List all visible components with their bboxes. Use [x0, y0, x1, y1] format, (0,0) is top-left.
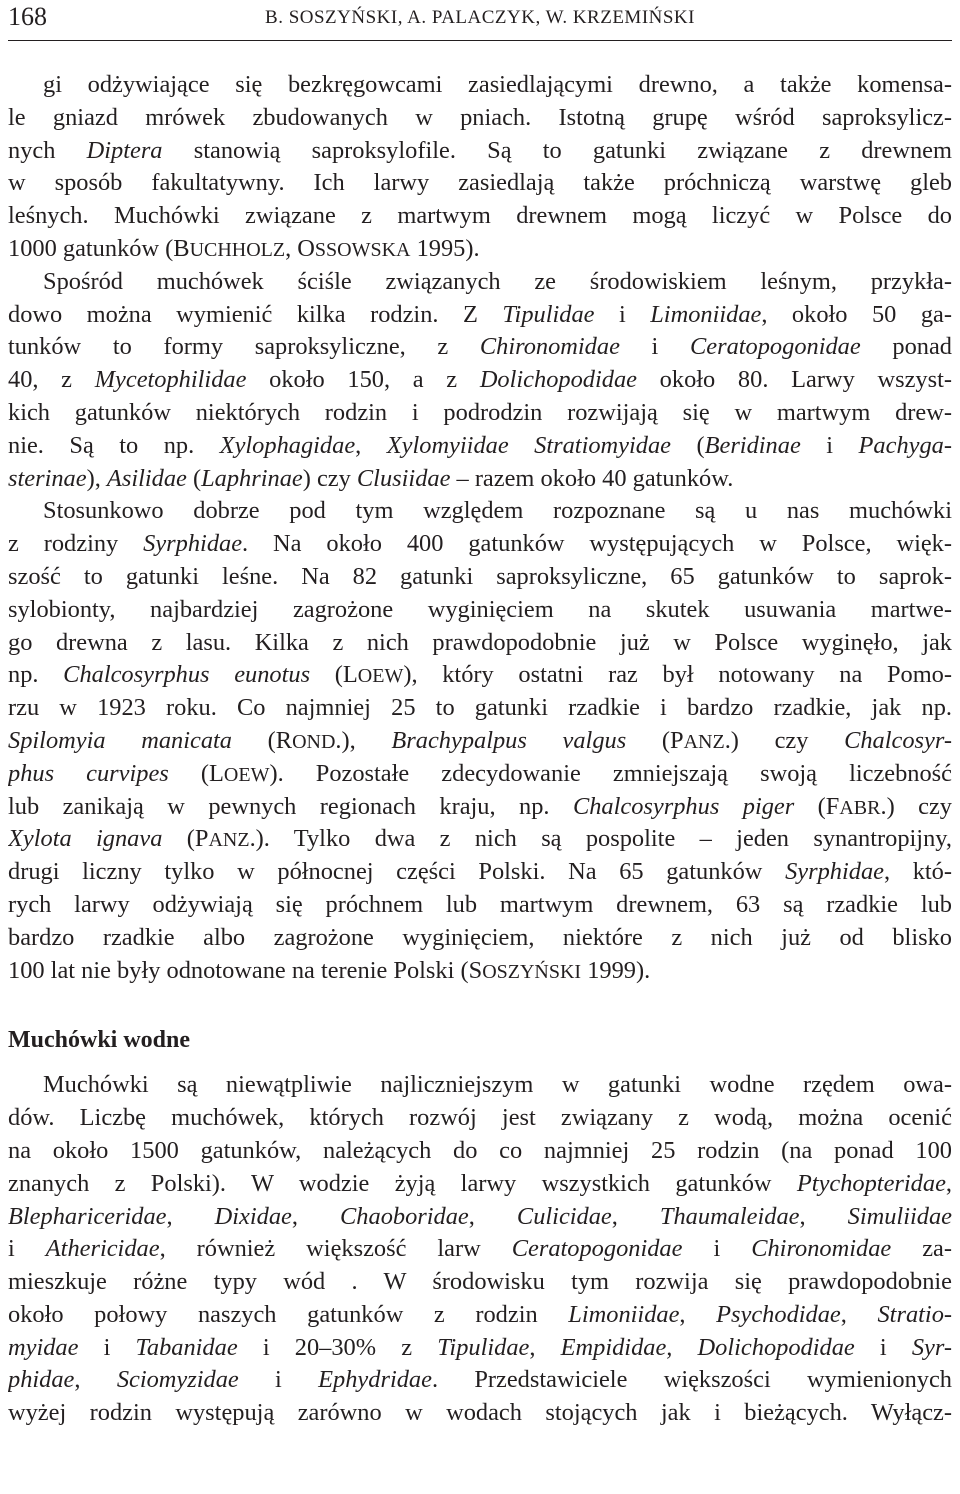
text-segment: na około 1500 gatunków, należących do co najmniej 25 rodzin (na ponad 100 [8, 1136, 952, 1164]
text-segment: i 20–30% z [237, 1333, 438, 1361]
small-caps-text: SSOWSKA [314, 238, 411, 261]
text-segment: dów. Liczbę muchówek, których rozwój jest związany z wodą, można ocenić [8, 1104, 952, 1132]
text-line [8, 430, 952, 463]
text-segment: , [291, 1202, 341, 1230]
italic-text: Syrphidae [785, 858, 884, 886]
italic-text: Syr- [911, 1333, 952, 1361]
text-segment: (P [162, 825, 209, 853]
text-line [8, 1135, 952, 1168]
text-segment: i [594, 300, 651, 328]
text-line [8, 1332, 952, 1365]
italic-text: sterinae [8, 464, 87, 492]
text-segment: ( [670, 431, 705, 459]
text-segment: i [854, 1333, 912, 1361]
page-header [8, 0, 952, 41]
text-line [8, 299, 952, 332]
body-text [8, 69, 952, 1430]
text-segment: nych [8, 136, 87, 164]
paragraph [8, 266, 952, 496]
text-segment: mieszkuje różne typy wód . W środowisku tym rozwija się prawdopodobnie [8, 1268, 952, 1296]
italic-text: Thaumaleidae [659, 1202, 800, 1230]
text-line [8, 955, 952, 988]
italic-text: Xylophagidae [219, 431, 356, 459]
text-segment: 1000 gatunków (B [8, 234, 190, 262]
italic-text: Athericidae [45, 1235, 160, 1263]
text-line [8, 561, 952, 594]
text-segment: go drewna z lasu. Kilka z nich prawdopodobnie już w Polsce wyginęło, jak [8, 628, 952, 656]
text-segment: 40, z [8, 366, 95, 394]
italic-text: Stratio- [877, 1300, 952, 1328]
text-line [8, 758, 952, 791]
text-segment: 1999). [581, 956, 651, 984]
text-line [8, 1168, 952, 1201]
italic-text: Ephydridae [318, 1366, 432, 1394]
text-segment: rych larwy odżywiają się próchnem lub martwym drewnem, 63 są rzadkie lub [8, 890, 952, 918]
text-segment: drugi liczny tylko w północnej części Polski. Na 65 gatunków [8, 858, 786, 886]
text-segment: wyżej rodzin występują zarówno w wodach stojących jak i bieżących. Wyłącz- [8, 1399, 952, 1427]
italic-text: Brachypalpus valgus [391, 726, 627, 754]
text-segment: Spośród muchówek ściśle związanych ze środowiskiem leśnym, przykła- [43, 267, 952, 295]
italic-text: Empididae, Dolichopodidae [560, 1333, 855, 1361]
text-segment: – razem około 40 gatunków. [450, 464, 734, 492]
text-line [8, 1397, 952, 1430]
text-line [8, 200, 952, 233]
italic-text: Blephariceridae [8, 1202, 167, 1230]
section-heading: Muchówki wodne [8, 1027, 191, 1054]
italic-text: Chironomidae [751, 1235, 892, 1263]
italic-text: Chironomidae [479, 333, 620, 361]
italic-text: Asilidae [106, 464, 187, 492]
italic-text: Chalcosyrphus eunotus [63, 661, 311, 689]
text-segment: i [78, 1333, 136, 1361]
italic-text: Tipulidae [437, 1333, 530, 1361]
italic-text: Psychodidae [716, 1300, 841, 1328]
text-segment: leśnych. Muchówki związane z martwym drewnem mogą liczyć w Polsce do [8, 202, 952, 230]
italic-text: Laphrinae [201, 464, 303, 492]
text-segment: , [468, 1202, 517, 1230]
text-line [8, 69, 952, 102]
text-line [8, 1364, 952, 1397]
text-segment: 100 lat nie były odnotowane na terenie Polski (S [8, 956, 483, 984]
text-line [8, 1102, 952, 1135]
text-line [8, 922, 952, 955]
text-segment: kich gatunków niektórych rodzin i podrodzin rozwijają się w martwym drew- [8, 398, 952, 426]
text-segment: 1995). [410, 234, 480, 262]
text-segment: tunków to formy saproksyliczne, z [8, 333, 480, 361]
text-line [8, 1266, 952, 1299]
text-line [8, 1201, 952, 1234]
text-segment: bardzo rzadkie albo zagrożone wyginięciem, niektóre z nich już od blisko [8, 923, 952, 951]
italic-text: Xylota ignava [8, 825, 163, 853]
text-line [8, 102, 952, 135]
small-caps-text: ANZ [683, 730, 725, 753]
text-segment: około 80. Larwy wszyst- [636, 366, 952, 394]
section-paragraph [8, 1069, 952, 1430]
italic-text: Tabanidae [135, 1333, 238, 1361]
text-segment: Muchówki są niewątpliwie najliczniejszym w gatunki wodne rzędem owa- [43, 1071, 952, 1099]
small-caps-text: ABR [839, 796, 881, 819]
text-segment: i [800, 431, 859, 459]
text-segment: około połowy naszych gatunków z rodzin [8, 1300, 569, 1328]
italic-text: Ceratopogonidae [511, 1235, 683, 1263]
text-line [8, 1299, 952, 1332]
text-segment: ), [86, 464, 107, 492]
text-segment: ), który ostatni raz był notowany na Pomo- [403, 661, 952, 689]
text-segment: .) czy [724, 726, 845, 754]
text-line [8, 266, 952, 299]
text-segment: , [679, 1300, 717, 1328]
text-line [8, 1233, 952, 1266]
italic-text: Spilomyia manicata [8, 726, 232, 754]
small-caps-text: OND [292, 730, 336, 753]
small-caps-text: OSZYŃSKI [482, 960, 582, 983]
text-segment: (L [310, 661, 358, 689]
text-line [8, 528, 952, 561]
text-line [8, 594, 952, 627]
text-segment: ponad [860, 333, 952, 361]
text-line [8, 364, 952, 397]
text-segment: Stosunkowo dobrze pod tym względem rozpoznane są u nas muchówki [43, 497, 952, 525]
italic-text: Ptychopteridae [796, 1169, 946, 1197]
italic-text: Beridinae [704, 431, 801, 459]
section-spacer [8, 987, 952, 1024]
heading-spacer [8, 1056, 952, 1069]
text-segment: . Przedstawiciele większości wymienionych [431, 1366, 952, 1394]
text-line [8, 725, 952, 758]
text-segment: (F [794, 792, 840, 820]
text-segment: , [945, 1169, 952, 1197]
text-segment: w sposób fakultatywny. Ich larwy zasiedlają także próchniczą warstwę gleb [8, 169, 952, 197]
italic-text: Pachyga- [858, 431, 952, 459]
italic-text: Tipulidae [502, 300, 595, 328]
text-segment: , około 50 ga- [761, 300, 952, 328]
text-segment: i [8, 1235, 46, 1263]
text-line [8, 856, 952, 889]
text-line [8, 659, 952, 692]
text-segment: szość to gatunki leśne. Na 82 gatunki saproksyliczne, 65 gatunków to saprok- [8, 562, 952, 590]
text-line [8, 692, 952, 725]
text-line [8, 397, 952, 430]
text-segment: dowo można wymienić kilka rodzin. Z [8, 300, 503, 328]
italic-text: Ceratopogonidae [689, 333, 861, 361]
text-segment: .), [335, 726, 392, 754]
text-segment: .) czy [880, 792, 952, 820]
text-line [8, 791, 952, 824]
text-segment: , [74, 1366, 117, 1394]
text-segment: np. [8, 661, 64, 689]
small-caps-text: OEW [357, 665, 404, 688]
text-line [8, 463, 952, 496]
text-segment: i [619, 333, 690, 361]
text-segment: (L [168, 759, 224, 787]
italic-text: Limoniidae [568, 1300, 680, 1328]
text-line [8, 889, 952, 922]
text-line [8, 167, 952, 200]
italic-text: Mycetophilidae [94, 366, 247, 394]
italic-text: phus curvipes [8, 759, 169, 787]
italic-text: Dolichopodidae [479, 366, 637, 394]
text-segment: , [799, 1202, 848, 1230]
text-line [8, 495, 952, 528]
text-segment: ( [186, 464, 202, 492]
italic-text: phidae [8, 1366, 75, 1394]
text-segment: . Na około 400 gatunków występujących w Polsce, więk- [242, 530, 952, 558]
text-segment: .). Tylko dwa z nich są pospolite – jeden synantropijny, [249, 825, 952, 853]
text-segment: stanowią saproksylofile. Są to gatunki związane z drewnem [162, 136, 952, 164]
italic-text: Chalcosyr- [844, 726, 952, 754]
text-line [8, 135, 952, 168]
text-segment: , [529, 1333, 561, 1361]
text-segment: , któ- [883, 858, 952, 886]
italic-text: Limoniidae [650, 300, 762, 328]
paragraph [8, 495, 952, 987]
text-line [8, 331, 952, 364]
italic-text: Xylomyiidae Stratiomyidae [386, 431, 671, 459]
text-segment: , [355, 431, 387, 459]
text-segment: gi odżywiające się bezkręgowcami zasiedlającymi drewno, a także komensa- [43, 71, 952, 98]
text-segment: le gniazd mrówek zbudowanych w pniach. Istotną grupę wśród saproksylicz- [8, 103, 952, 131]
italic-text: Chalcosyrphus piger [572, 792, 795, 820]
italic-text: Diptera [86, 136, 163, 164]
text-segment: lub zanikają w pewnych regionach kraju, np. [8, 792, 573, 820]
text-segment: około 150, a z [246, 366, 480, 394]
text-segment: (R [232, 726, 293, 754]
italic-text: Culicidae [516, 1202, 612, 1230]
text-segment: i [238, 1366, 319, 1394]
text-segment: rzu w 1923 roku. Co najmniej 25 to gatunki rzadkie i bardzo rzadkie, jak np. [8, 694, 952, 722]
italic-text: myidae [8, 1333, 79, 1361]
italic-text: Simuliidae [847, 1202, 952, 1230]
running-head: B. SOSZYŃSKI, A. PALACZYK, W. KRZEMIŃSKI [265, 7, 695, 28]
small-caps-text: ANZ [208, 829, 250, 852]
text-segment: z rodziny [8, 530, 144, 558]
italic-text: Chaoboridae [340, 1202, 469, 1230]
text-segment: , również większość larw [159, 1235, 512, 1263]
text-segment: (P [626, 726, 684, 754]
text-line [8, 627, 952, 660]
text-segment: i [682, 1235, 752, 1263]
italic-text: Syrphidae [143, 530, 243, 558]
text-segment: sylobionty, najbardziej zagrożone wyginięciem na skutek usuwania martwe- [8, 595, 952, 623]
text-segment: za- [891, 1235, 952, 1263]
text-segment: ) czy [302, 464, 357, 492]
text-segment: ). Pozostałe zdecydowanie zmniejszają swoją liczebność [269, 759, 952, 787]
text-segment: , [611, 1202, 660, 1230]
text-segment: , [840, 1300, 878, 1328]
italic-text: Clusiidae [356, 464, 451, 492]
text-line [8, 823, 952, 856]
small-caps-text: UCHHOLZ [189, 238, 286, 261]
small-caps-text: OEW [223, 763, 270, 786]
text-line [8, 1069, 952, 1102]
paragraph-group [8, 69, 952, 987]
text-line [8, 233, 952, 266]
italic-text: Sciomyzidae [116, 1366, 239, 1394]
text-segment: , O [285, 234, 315, 262]
text-segment: nie. Są to np. [8, 431, 220, 459]
page-number: 168 [8, 2, 47, 31]
text-segment: , [166, 1202, 215, 1230]
text-segment: znanych z Polski). W wodzie żyją larwy wszystkich gatunków [8, 1169, 797, 1197]
italic-text: Dixidae [214, 1202, 292, 1230]
paragraph [8, 69, 952, 266]
